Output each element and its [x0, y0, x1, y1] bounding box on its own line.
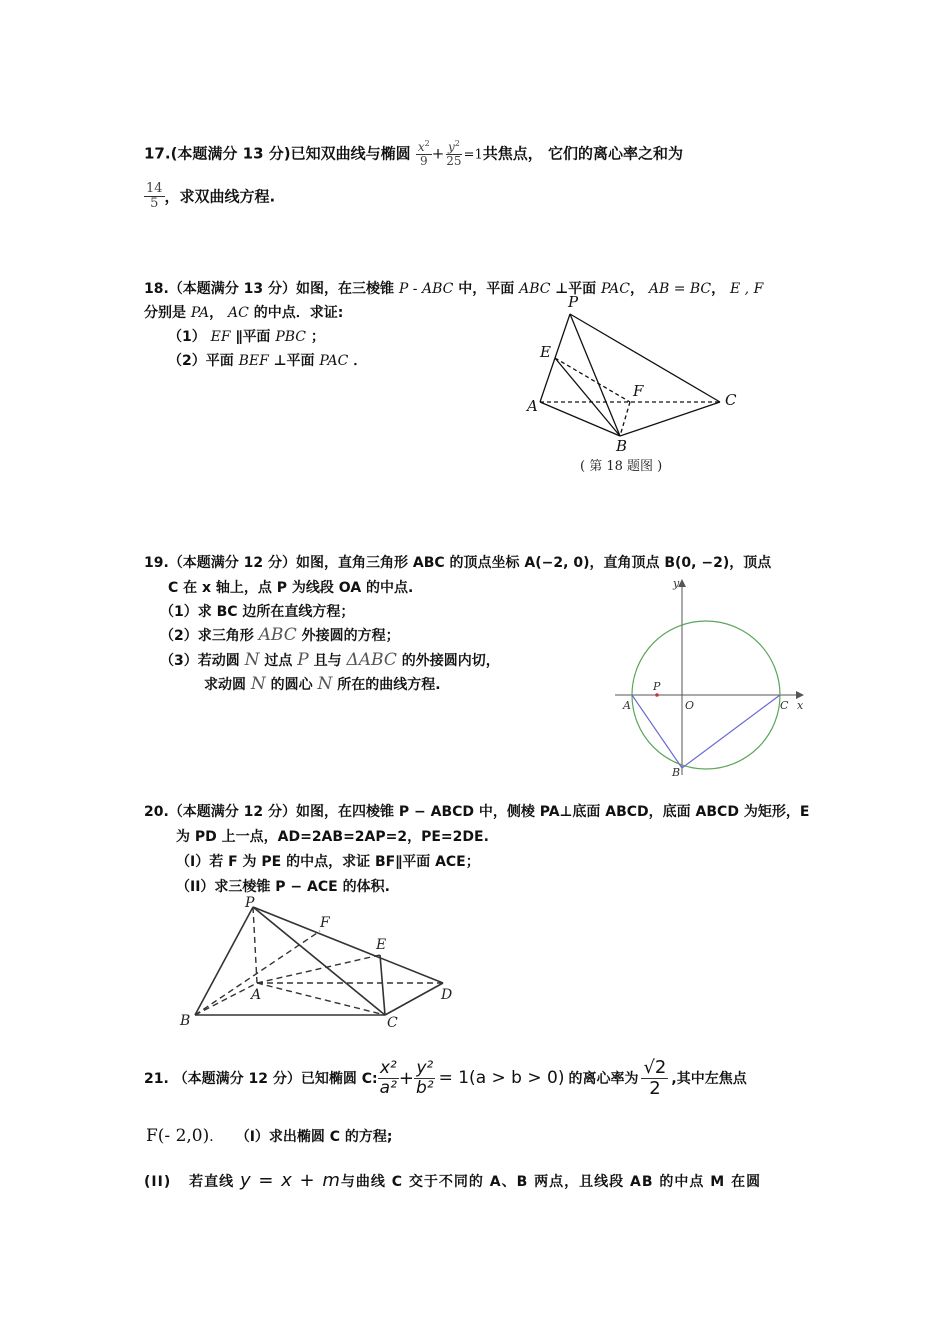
q18-caption: ( 第 18 题图 ) [580, 459, 663, 474]
q20-line2: 为 PD 上一点，AD=2AB=2AP=2，PE=2DE. [176, 829, 489, 845]
q19-line1: 19.（本题满分 12 分）如图，直角三角形 ABC 的顶点坐标 A(−2, 0)，直角顶点 B(0, −2)，顶点 [144, 555, 772, 571]
q20-figure [175, 893, 465, 1033]
q21-ecc-frac: $\frac{√2}{2}$ [643, 1057, 667, 1099]
q20-item2: （II）求三棱锥 P − ACE 的体积. [176, 879, 390, 895]
q19-figure [610, 575, 810, 780]
q17-eq: =1 [463, 147, 483, 163]
q21-frac-x: $\frac{\text{x²}}{\text{a²}}$ [379, 1058, 397, 1098]
q18-edge-eb [555, 358, 620, 436]
q19-item2: （2）求三角形 ABC 外接圆的方程； [160, 625, 400, 645]
q19-segment-bc [682, 695, 780, 768]
q20-edge-ec [380, 955, 385, 1015]
q21-cond: = 1(a > b > 0) [438, 1068, 565, 1089]
q20-label-c: C [387, 1015, 398, 1031]
q17-line2-text: ，求双曲线方程. [164, 187, 276, 206]
q18-label-e: E [540, 343, 551, 361]
q21-line1: 21. （本题满分 12 分）已知椭圆 C: $\frac{\text{x²}}{\text{a²}}$ + $\frac{\text{y²}}{\text{b²}}$ = 1(a > b > 0) 的离心率为 $\frac{√2}{2}$ ,其中左焦点 [144, 1057, 747, 1099]
q20-label-p: P [245, 895, 255, 911]
q17-frac-y: $\frac{y^2}{25}$ [446, 139, 462, 169]
q18-edge-bc [620, 402, 720, 436]
q18-label-c: C [725, 391, 737, 409]
q18-label-f: F [633, 382, 644, 400]
q17-frac-x: $\frac{x^2}{9}$ [417, 139, 430, 169]
q18-label-p: P [568, 293, 579, 311]
q18-item1: （1） EF ∥平面 PBC ； [168, 329, 325, 345]
q20-label-f: F [320, 915, 330, 931]
q19-segment-ab [632, 695, 682, 768]
q20-label-b: B [180, 1013, 191, 1029]
q20-edge-pb [195, 907, 253, 1015]
q19-label-y: y [673, 577, 680, 590]
q17-line1: 17.(本题满分 13 分)已知双曲线与椭圆 $\frac{x^2}{9}$ + $\frac{y^2}{25}$ =1共焦点， 它们的离心率之和为 [144, 139, 683, 169]
q19-label-o: O [685, 699, 695, 712]
q21-line2: F(- 2,0)． （I）求出椭圆 C 的方程; [146, 1126, 393, 1146]
q19-label-a: A [623, 699, 631, 712]
q18-item2: （2）平面 BEF ⊥平面 PAC ． [168, 353, 368, 369]
q20-edge-cd [385, 983, 443, 1015]
q18-line2: 分别是 PA， AC 的中点．求证: [144, 305, 344, 321]
q19-point-p [655, 693, 659, 697]
q19-item1: （1）求 BC 边所在直线方程； [160, 604, 355, 620]
q17-head: (本题满分 13 分)已知双曲线与椭圆 [170, 144, 411, 163]
q19-item4: 求动圆 N 的圆心 N 所在的曲线方程. [204, 674, 441, 694]
q21-line-eq: y = x + m [239, 1170, 341, 1191]
q20-label-d: D [441, 987, 453, 1003]
q20-edge-pd [253, 907, 443, 983]
q21-line3: (II) 若直线 y = x + m与曲线 C 交于不同的 A、B 两点，且线段 AB 的中点 M 在圆 [144, 1170, 762, 1191]
q18-edge-fb [620, 402, 630, 436]
q21-focus: F(- 2,0) [146, 1126, 210, 1146]
q19-item3: （3）若动圆 N 过点 P 且与 ΔABC 的外接圆内切， [160, 650, 500, 670]
q17-tail: 共焦点， 它们的离心率之和为 [482, 144, 683, 163]
q20-edge-ae [257, 955, 380, 983]
q20-label-e: E [376, 937, 387, 953]
q17-line2 [144, 182, 275, 212]
q19-label-x: x [797, 699, 804, 712]
q18-figure [520, 290, 750, 480]
q20-edge-pa [253, 907, 257, 983]
q19-label-b: B [672, 766, 681, 779]
q18-edge-ef [555, 358, 630, 402]
q17-ecc-frac: $\frac{14}{5}$ [146, 181, 163, 212]
q18-label-b: B [616, 437, 628, 455]
q20-item1: （I）若 F 为 PE 的中点，求证 BF∥平面 ACE； [176, 854, 480, 870]
q18-label-a: A [527, 397, 538, 415]
q19-label-c: C [780, 699, 789, 712]
q20-line1: 20.（本题满分 12 分）如图，在四棱锥 P − ABCD 中，侧棱 PA⊥底面 ABCD，底面 ABCD 为矩形，E [144, 804, 810, 820]
q17-lead: 17. [144, 144, 171, 163]
q21-frac-y: $\frac{\text{y²}}{\text{b²}}$ [415, 1058, 434, 1098]
q18-edge-pc [570, 314, 720, 402]
q18-line1: 18.（本题满分 13 分）如图，在三棱锥 P - ABC 中，平面 ABC ⊥平面 PAC， AB = BC， E , F [144, 281, 764, 297]
q20-label-a: A [251, 987, 262, 1003]
q19-line2: C 在 x 轴上，点 P 为线段 OA 的中点. [168, 580, 414, 596]
q19-label-p: P [653, 680, 661, 693]
